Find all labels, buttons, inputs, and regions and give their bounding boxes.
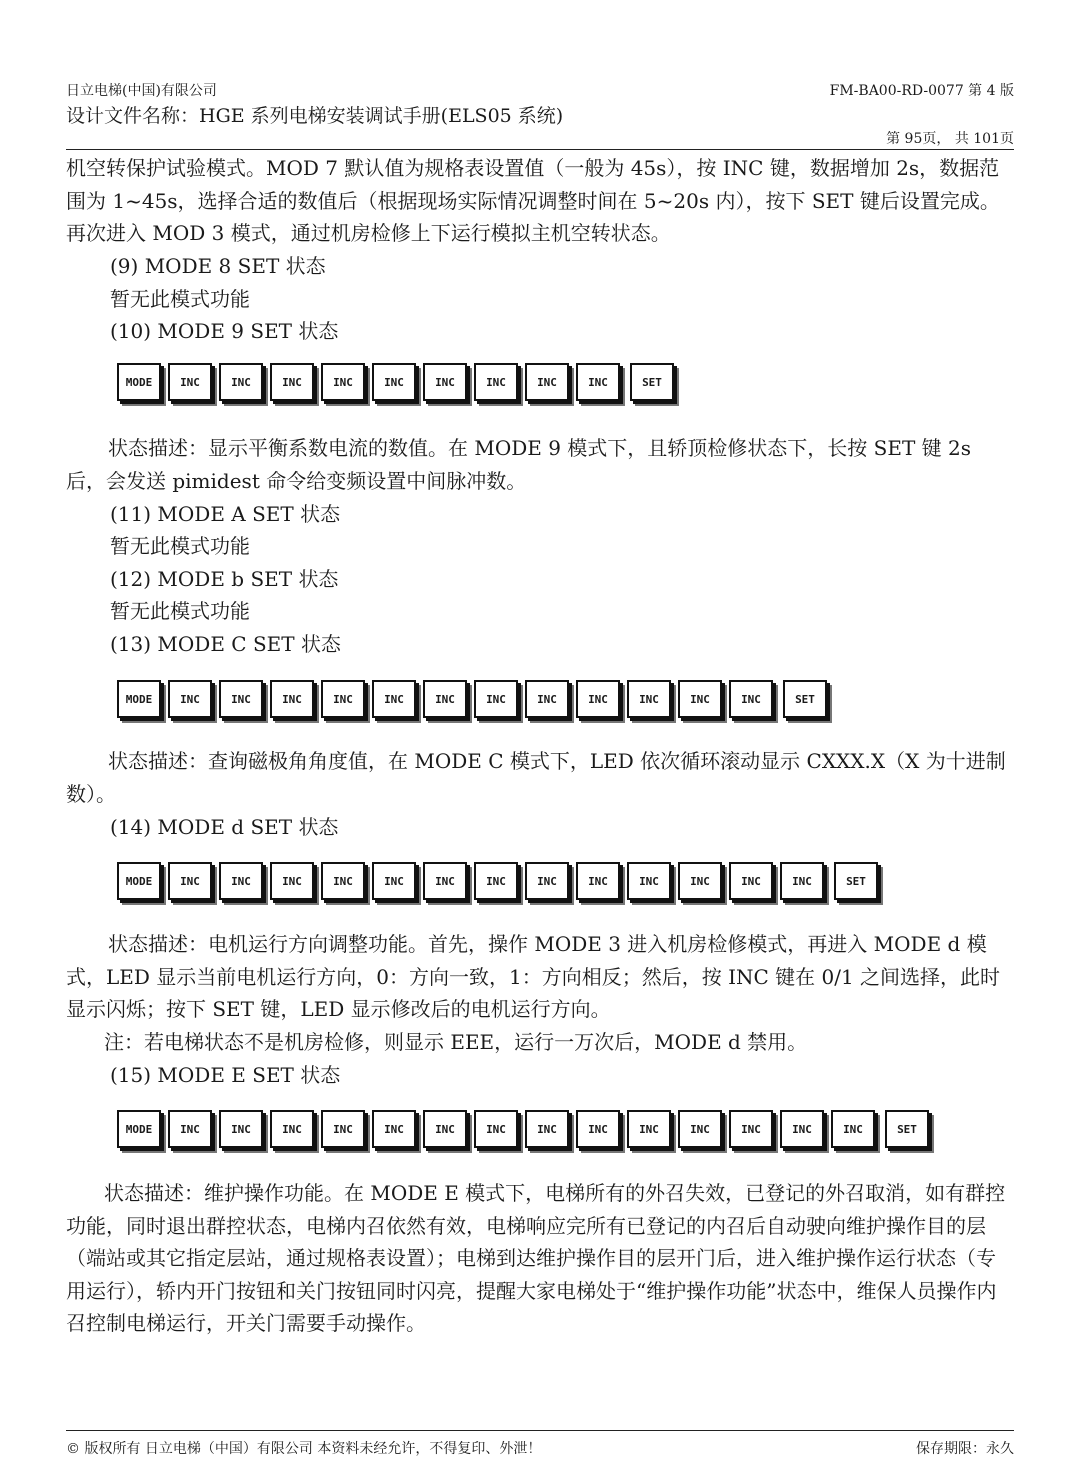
section-10-desc-text: 状态描述：显示平衡系数电流的数值。在 MODE 9 模式下，且轿顶检修状态下，长按 SET 键 2s 后，会发送 pimidest 命令给变频设置中间脉冲数。 [66,436,972,493]
inc-key: INC [678,862,722,900]
inc-key: INC [729,862,773,900]
section-14-note: 注：若电梯状态不是机房检修，则显示 EEE，运行一万次后，MODE d 禁用。 [104,1029,808,1054]
section-13-description [66,745,1014,810]
inc-key: INC [168,862,212,900]
inc-key: INC [168,1110,212,1148]
mode-key: MODE [117,363,161,401]
inc-key: INC [372,680,416,718]
inc-key: INC [423,363,467,401]
intro-text: 机空转保护试验模式。MOD 7 默认值为规格表设置值（一般为 45s），按 INC 键，数据增加 2s，数据范围为 1~45s，选择合适的数值后（根据现场实际情况调整时间在 5~20s 内），按下 SET 键后设置完成。再次进入 MOD 3 模式，通过机房检修上下运行模拟主机空转状态。 [66,156,1000,246]
inc-key: INC [219,680,263,718]
inc-key: INC [525,1110,569,1148]
section-15-heading: (15) MODE E SET 状态 [110,1063,341,1087]
inc-key: INC [270,862,314,900]
footer-rule [66,1430,1014,1431]
section-11-heading: (11) MODE A SET 状态 [110,502,341,526]
key-sequence-mode-e [117,1110,929,1148]
page-info: 第 95页， 共 101页 [886,131,1014,147]
inc-key: INC [219,1110,263,1148]
section-9-text: 暂无此模式功能 [110,287,250,311]
inc-key: INC [270,363,314,401]
inc-key: INC [372,363,416,401]
inc-key: INC [831,1110,875,1148]
inc-key: INC [576,862,620,900]
inc-key: INC [474,1110,518,1148]
document-code: FM-BA00-RD-0077 第 4 版 [829,83,1014,99]
inc-key: INC [321,680,365,718]
inc-key: INC [627,862,671,900]
document-title: 设计文件名称：HGE 系列电梯安装调试手册(ELS05 系统) [66,105,564,127]
inc-key: INC [423,1110,467,1148]
inc-key: INC [474,862,518,900]
inc-key: INC [270,680,314,718]
section-13-desc-text: 状态描述：查询磁极角角度值，在 MODE C 模式下，LED 依次循环滚动显示 CXXX.X（X 为十进制数）。 [66,749,1006,806]
inc-key: INC [474,680,518,718]
inc-key: INC [168,363,212,401]
inc-key: INC [219,862,263,900]
inc-key: INC [219,363,263,401]
inc-key: INC [321,1110,365,1148]
inc-key: INC [627,680,671,718]
inc-key: INC [729,680,773,718]
section-14-desc-text: 状态描述：电机运行方向调整功能。首先，操作 MODE 3 进入机房检修模式，再进入 MODE d 模式，LED 显示当前电机运行方向，0：方向一致，1：方向相反；然后，按 INC 键在 0/1 之间选择，此时显示闪烁；按下 SET 键，LED 显示修改后的电机运行方向。 [66,932,1001,1022]
set-key: SET [885,1110,929,1148]
inc-key: INC [780,862,824,900]
mode-key: MODE [117,680,161,718]
section-12-text: 暂无此模式功能 [110,599,250,623]
section-15-description [66,1177,1014,1340]
inc-key: INC [168,680,212,718]
set-key: SET [630,363,674,401]
inc-key: INC [576,1110,620,1148]
inc-key: INC [525,680,569,718]
section-10-description [66,432,1014,497]
inc-key: INC [372,862,416,900]
inc-key: INC [576,680,620,718]
inc-key: INC [372,1110,416,1148]
inc-key: INC [780,1110,824,1148]
inc-key: INC [321,363,365,401]
section-14-description [66,928,1014,1058]
section-11-text: 暂无此模式功能 [110,534,250,558]
mode-key: MODE [117,862,161,900]
inc-key: INC [423,862,467,900]
mode-key: MODE [117,1110,161,1148]
intro-paragraph [66,152,1014,250]
inc-key: INC [474,363,518,401]
company-name: 日立电梯(中国)有限公司 [66,83,217,99]
inc-key: INC [678,1110,722,1148]
key-sequence-mode-9 [117,363,674,401]
inc-key: INC [525,862,569,900]
set-key: SET [783,680,827,718]
section-14-heading: (14) MODE d SET 状态 [110,815,339,839]
section-12-heading: (12) MODE b SET 状态 [110,567,339,591]
footer-copyright: © 版权所有 日立电梯（中国）有限公司 本资料未经允许，不得复印、外泄！ [66,1441,542,1457]
section-10-heading: (10) MODE 9 SET 状态 [110,319,339,343]
section-9-heading: (9) MODE 8 SET 状态 [110,254,326,278]
key-sequence-mode-c [117,680,827,718]
inc-key: INC [423,680,467,718]
inc-key: INC [576,363,620,401]
inc-key: INC [729,1110,773,1148]
header-rule [66,149,1014,150]
inc-key: INC [627,1110,671,1148]
footer-retention: 保存期限：永久 [916,1441,1014,1457]
section-15-desc-text: 状态描述：维护操作功能。在 MODE E 模式下，电梯所有的外召失效，已登记的外召取消，如有群控功能，同时退出群控状态，电梯内召依然有效，电梯响应完所有已登记的内召后自动驶向维护操作目的层（端站或其它指定层站，通过规格表设置）；电梯到达维护操作目的层开门后，进入维护操作运行状态（专用运行），轿内开门按钮和关门按钮同时闪亮，提醒大家电梯处于“维护操作功能”状态中，维保人员操作内召控制电梯运行，开关门需要手动操作。 [66,1181,1006,1336]
inc-key: INC [321,862,365,900]
section-13-heading: (13) MODE C SET 状态 [110,632,341,656]
set-key: SET [834,862,878,900]
inc-key: INC [270,1110,314,1148]
inc-key: INC [525,363,569,401]
key-sequence-mode-d [117,862,878,900]
inc-key: INC [678,680,722,718]
